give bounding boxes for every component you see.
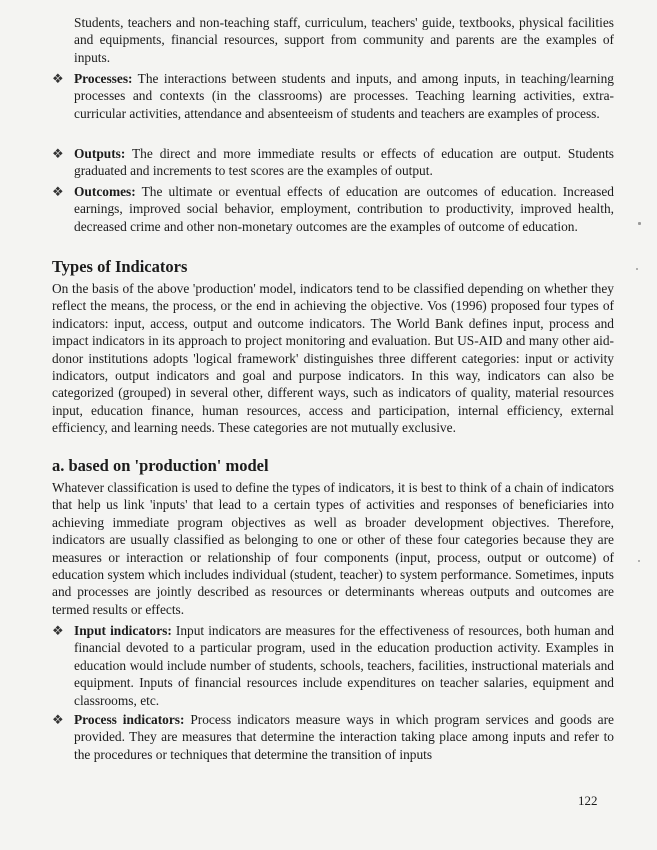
outcomes-text: The ultimate or eventual effects of education are outcomes of education. Increased earnings, improved social behavior, employment, contribution to productivity, improved health, decreased crime and other non-monetary outcomes are the examples of outcome of education.: [74, 184, 614, 234]
processes-item: [74, 70, 614, 122]
scan-speck: [636, 268, 638, 270]
processes-term: Processes:: [74, 71, 133, 86]
process-indicators-term: Process indicators:: [74, 712, 185, 727]
bullet-icon: ❖: [52, 146, 64, 161]
outputs-text: The direct and more immediate results or effects of education are output. Students graduated and increments to test scores are the examples of output.: [74, 146, 614, 179]
input-indicators-text: Input indicators are measures for the effectiveness of resources, both human and financial devoted to a particular program, used in the education production activity. Examples in education would include number of students, schools, teachers, facilities, instructional materials and equipment. Inputs of financial resources include expenditures on teacher salaries, equipment and classrooms, etc.: [74, 623, 614, 708]
outcomes-term: Outcomes:: [74, 184, 136, 199]
bullet-icon: ❖: [52, 623, 64, 638]
section-heading-production: a. based on 'production' model: [52, 456, 269, 475]
outputs-item: [74, 145, 614, 180]
production-paragraph: Whatever classification is used to define the types of indicators, it is best to think of a chain of indicators that help us link 'inputs' that lead to a certain types of activities and responses of beneficiaries into achieving immediate program objectives as well as broader development objectives. Therefore, indicators are usually classified as belonging to one or other of these four categories because they are measures or interaction or relationship of four components (input, process, output or outcome) of education system which includes individual (student, teacher) to system performance. Sometimes, inputs and processes are jointly described as resources or determinants whereas outputs and outcomes are termed results or effects.: [52, 480, 614, 617]
section-heading-types: Types of Indicators: [52, 257, 188, 276]
outcomes-item: [74, 183, 614, 235]
input-indicators-term: Input indicators:: [74, 623, 172, 638]
bullet-icon: ❖: [52, 71, 64, 86]
page-number: 122: [578, 793, 598, 808]
intro-paragraph: Students, teachers and non-teaching staff, curriculum, teachers' guide, textbooks, physical facilities and equipments, financial resources, support from community and parents are the examples of inputs.: [74, 15, 614, 65]
processes-text: The interactions between students and inputs, and among inputs, in teaching/learning processes and contexts (in the classrooms) are processes. Teaching learning activities, extra-curricular activities, attendance and absenteeism of students and teachers are examples of process.: [74, 71, 614, 121]
process-indicators-item: [74, 711, 614, 763]
input-indicators-item: [74, 622, 614, 709]
process-indicators-text: Process indicators measure ways in which program services and goods are provided. They are measures that determine the interaction taking place among inputs and refer to the procedures or techniques that determine the transition of inputs: [74, 712, 614, 762]
outputs-term: Outputs:: [74, 146, 126, 161]
bullet-icon: ❖: [52, 712, 64, 727]
bullet-icon: ❖: [52, 184, 64, 199]
scan-speck: [638, 222, 641, 225]
scan-speck: [638, 560, 640, 562]
types-paragraph: On the basis of the above 'production' model, indicators tend to be classified depending on whether they reflect the means, the process, or the end in achieving the objective. Vos (1996) proposed four types of indicators: input, access, output and outcome indicators. The World Bank defines input, process and impact indicators in its approach to project monitoring and evaluation. But US-AID and many other aid- donor institutions adopts 'logical framework' distinguishes three different categories: input or activity indicators, output indicators and goal and purpose indicators. In this way, indicators can also be categorized (grouped) in several other, different ways, such as indicators of quality, material resources input, education finance, human resources, access and participation, internal efficiency, external efficiency, and learning needs. These categories are not mutually exclusive.: [52, 281, 614, 436]
